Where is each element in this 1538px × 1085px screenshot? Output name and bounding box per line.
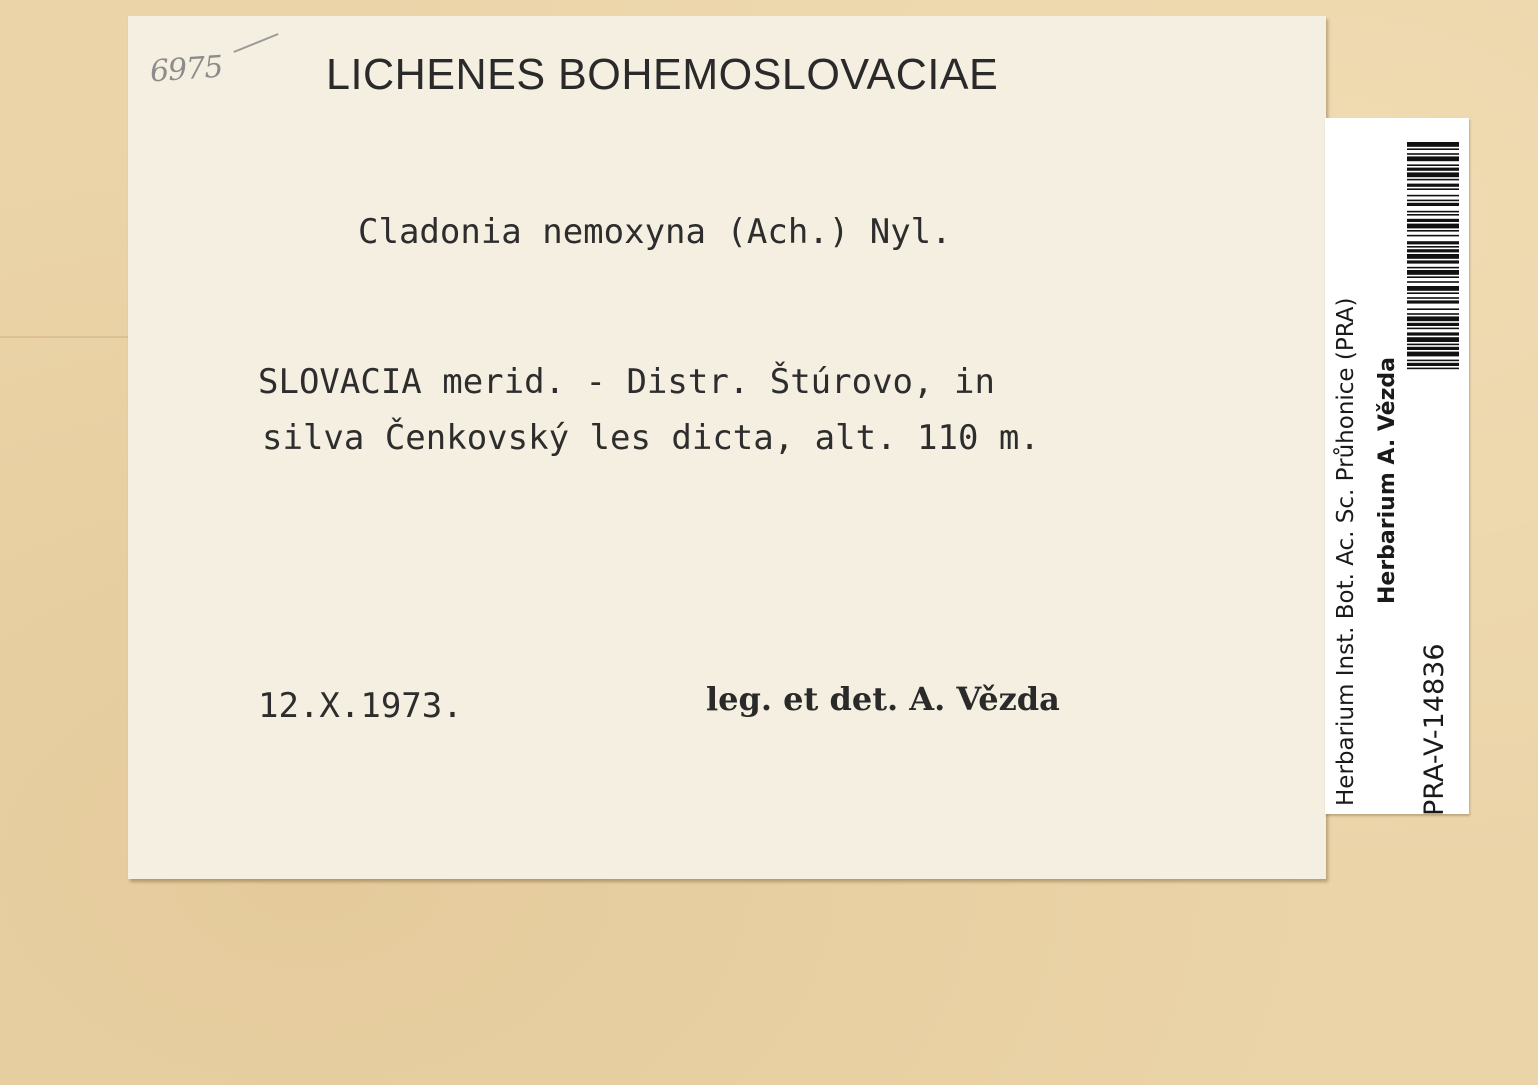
barcode-bar: [1407, 172, 1459, 177]
barcode-bar: [1407, 281, 1459, 283]
barcode-bar: [1407, 254, 1459, 259]
barcode-bar: [1407, 246, 1459, 248]
barcode-bar: [1407, 347, 1459, 350]
barcode-icon: [1407, 142, 1459, 582]
barcode-bar: [1407, 328, 1459, 330]
taxon-name: Cladonia nemoxyna (Ach.) Nyl.: [358, 212, 952, 252]
barcode-bar: [1407, 184, 1459, 187]
barcode-bar: [1407, 313, 1459, 315]
barcode-bar: [1407, 267, 1459, 269]
collection-date: 12.X.1973.: [258, 686, 463, 726]
barcode-bar: [1407, 200, 1459, 202]
institution-text: Herbarium Inst. Bot. Ac. Sc. Průhonice (PRA): [1333, 297, 1359, 806]
barcode-bar: [1407, 195, 1459, 197]
barcode-bar: [1407, 214, 1459, 216]
barcode-bar: [1407, 219, 1459, 222]
barcode-bar: [1407, 241, 1459, 244]
barcode-bar: [1407, 211, 1459, 213]
barcode-bar: [1407, 235, 1459, 237]
barcode-bar: [1407, 332, 1459, 335]
barcode-bar: [1407, 316, 1459, 321]
barcode-bar: [1407, 249, 1459, 252]
catalog-number-text: PRA-V-14836: [1419, 643, 1450, 816]
barcode-bar: [1407, 352, 1459, 357]
handwritten-number: 6975: [148, 49, 224, 90]
sheet-crease: [0, 336, 140, 338]
series-title: LICHENES BOHEMOSLOVACIAE: [326, 50, 999, 99]
locality-line: SLOVACIA merid. - Distr. Štúrovo, in: [258, 362, 995, 402]
barcode-bar: [1407, 260, 1459, 263]
locality-line: silva Čenkovský les dicta, alt. 110 m.: [262, 418, 1040, 458]
barcode-bar: [1407, 179, 1459, 181]
barcode-bar: [1407, 142, 1459, 147]
barcode-bar: [1407, 292, 1459, 294]
barcode-bar: [1407, 164, 1459, 166]
barcode-bar: [1407, 270, 1459, 275]
barcode-bar: [1407, 363, 1459, 366]
herbarium-name-text: Herbarium A. Vězda: [1375, 356, 1400, 604]
barcode-bar: [1407, 286, 1459, 291]
barcode-bar: [1407, 300, 1459, 303]
collector-stamp: leg. et det. A. Vězda: [706, 680, 1060, 718]
barcode-bar: [1407, 224, 1459, 229]
barcode-bar: [1407, 168, 1459, 171]
herbarium-barcode-strip: [1325, 118, 1469, 814]
barcode-bar: [1407, 323, 1459, 326]
barcode-bar: [1407, 360, 1459, 362]
barcode-bar: [1407, 297, 1459, 299]
barcode-bar: [1407, 188, 1459, 190]
barcode-bar: [1407, 148, 1459, 150]
barcode-bar: [1407, 337, 1459, 342]
barcode-bar: [1407, 368, 1459, 370]
barcode-bar: [1407, 276, 1459, 278]
barcode-bar: [1407, 203, 1459, 206]
barcode-bar: [1407, 156, 1459, 161]
barcode-bar: [1407, 153, 1459, 155]
barcode-bar: [1407, 308, 1459, 310]
barcode-bar: [1407, 230, 1459, 232]
barcode-bar: [1407, 344, 1459, 346]
